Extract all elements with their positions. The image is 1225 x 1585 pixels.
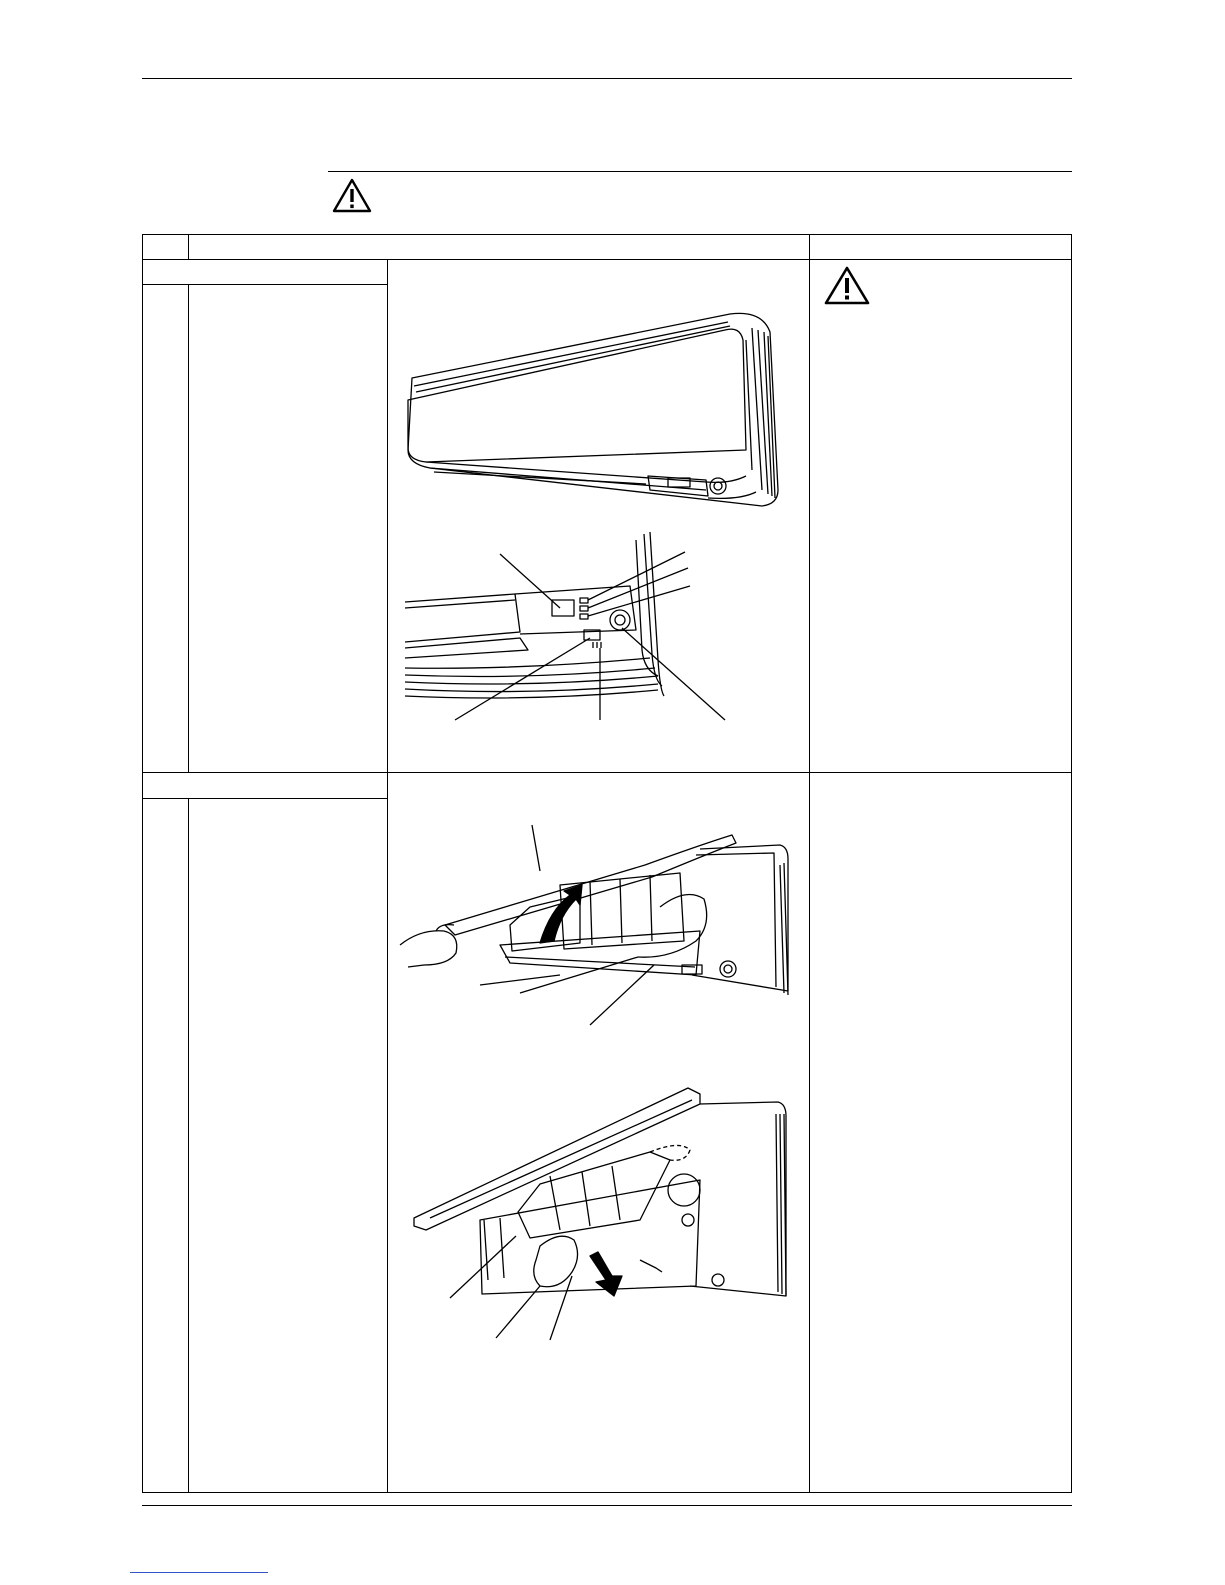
warning-triangle-icon [332, 178, 372, 214]
section-rule [328, 171, 1072, 172]
step1-title-rule [142, 284, 388, 285]
header-divider-step [188, 234, 189, 259]
open-panel-illustration [400, 825, 800, 1040]
column-divider-procedure [387, 259, 388, 1493]
indoor-unit-illustration [400, 300, 790, 520]
footer-link-underline[interactable] [130, 1571, 268, 1573]
display-detail-illustration [400, 530, 800, 730]
step-separator [142, 772, 1072, 773]
header-row-bottom [142, 259, 1072, 260]
step1-number-divider [188, 284, 189, 772]
page-bottom-rule [142, 1505, 1072, 1506]
page-top-rule [142, 78, 1072, 79]
step2-number-divider [188, 798, 189, 1493]
column-divider-points [809, 234, 810, 1493]
table-right-border [1071, 234, 1072, 1493]
table-top-border [142, 234, 1072, 235]
warning-triangle-icon [824, 266, 870, 306]
table-left-border [142, 234, 143, 1493]
remove-filter-illustration [400, 1080, 800, 1340]
step2-title-rule [142, 798, 388, 799]
table-bottom-border [142, 1492, 1072, 1493]
